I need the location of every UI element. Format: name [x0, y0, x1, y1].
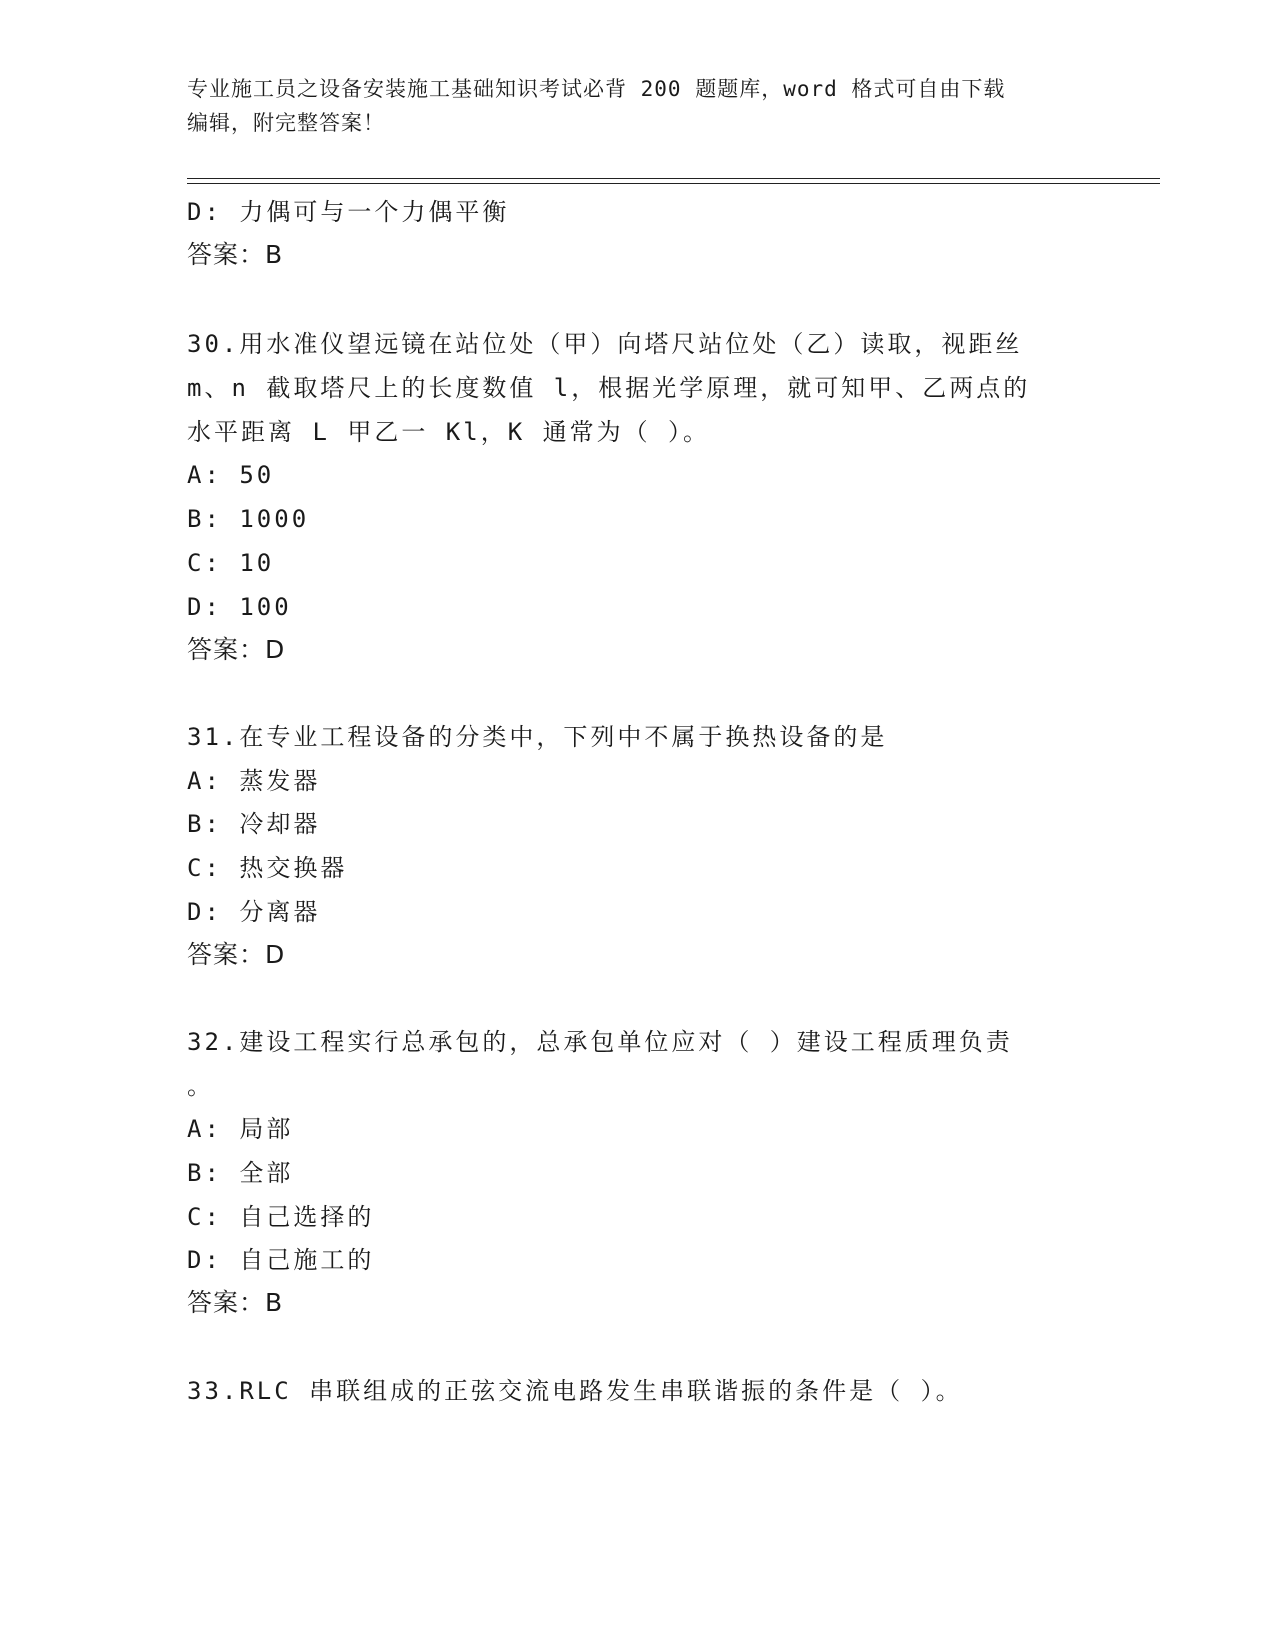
q30-question-line-3: 水平距离 L 甲乙一 Kl，K 通常为（ ）。 — [187, 418, 711, 446]
q30-option-b: B: 1000 — [187, 505, 310, 533]
q32-question-line-2: 。 — [187, 1072, 214, 1100]
q32-option-b: B: 全部 — [187, 1159, 294, 1187]
q30-option-d: D: 100 — [187, 593, 292, 621]
q30-answer: 答案：D — [187, 635, 286, 664]
header-title-line-1: 专业施工员之设备安装施工基础知识考试必背 200 题题库，word 格式可自由下载 — [187, 77, 1006, 101]
q31-answer: 答案：D — [187, 940, 286, 969]
document-header — [187, 72, 1087, 140]
q32-option-a: A: 局部 — [187, 1115, 294, 1143]
q31-option-a: A: 蒸发器 — [187, 767, 321, 795]
q31-option-c: C: 热交换器 — [187, 854, 348, 882]
q30-question-line-1: 30.用水准仪望远镜在站位处（甲）向塔尺站位处（乙）读取，视距丝 — [187, 330, 1023, 358]
q30-option-c: C: 10 — [187, 549, 275, 577]
q30-option-a: A: 50 — [187, 461, 275, 489]
header-title-line-2: 编辑，附完整答案！ — [187, 111, 385, 135]
q31-option-b: B: 冷却器 — [187, 810, 321, 838]
header-divider-bottom — [187, 183, 1160, 184]
q29-option-d: D: 力偶可与一个力偶平衡 — [187, 198, 510, 226]
q31-option-d: D: 分离器 — [187, 898, 321, 926]
q29-answer: 答案：B — [187, 240, 284, 269]
header-divider-top — [187, 178, 1160, 179]
q33-question-line-1: 33.RLC 串联组成的正弦交流电路发生串联谐振的条件是（ ）。 — [187, 1377, 963, 1405]
q32-answer: 答案：B — [187, 1288, 284, 1317]
q31-question-line-1: 31.在专业工程设备的分类中，下列中不属于换热设备的是 — [187, 723, 888, 751]
q32-option-d: D: 自己施工的 — [187, 1246, 375, 1274]
q32-option-c: C: 自己选择的 — [187, 1203, 375, 1231]
q32-question-line-1: 32.建设工程实行总承包的，总承包单位应对（ ）建设工程质理负责 — [187, 1028, 1013, 1056]
q30-question-line-2: m、n 截取塔尺上的长度数值 l，根据光学原理，就可知甲、乙两点的 — [187, 374, 1031, 402]
